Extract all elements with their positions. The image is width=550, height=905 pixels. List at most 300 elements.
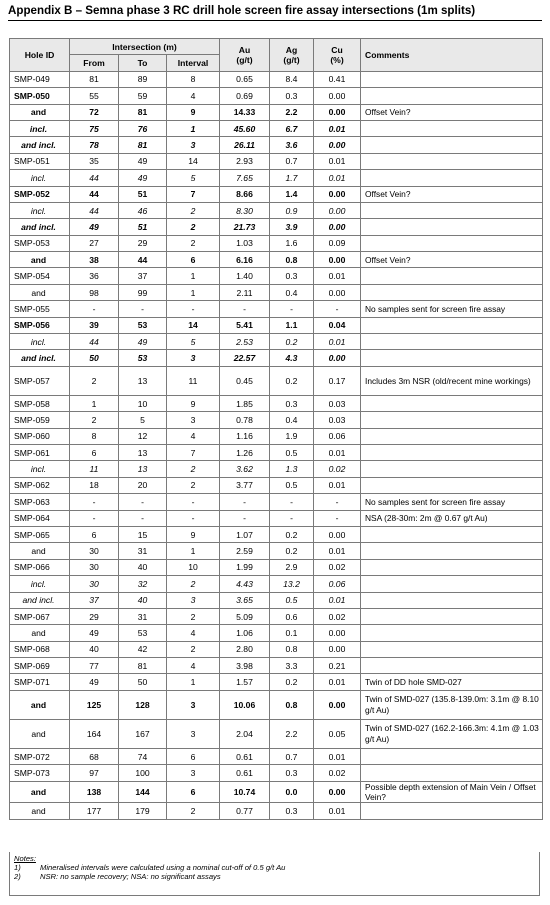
interval-cell: 7 <box>167 186 220 202</box>
hole-id-cell: and incl. <box>10 219 70 235</box>
hole-id-cell: SMP-060 <box>10 428 70 444</box>
ag-cell: 0.2 <box>270 526 314 542</box>
header-ag-unit: (g/t) <box>283 54 300 65</box>
ag-cell: 3.6 <box>270 137 314 153</box>
header-ag-label: Ag <box>285 44 298 55</box>
from-cell: 49 <box>70 674 119 690</box>
to-cell: 13 <box>119 366 167 395</box>
cu-cell: 0.00 <box>314 137 361 153</box>
hole-id-cell: incl. <box>10 120 70 136</box>
interval-cell: 3 <box>167 765 220 781</box>
ag-cell: 0.2 <box>270 366 314 395</box>
ag-cell: 0.3 <box>270 803 314 819</box>
to-cell: 13 <box>119 444 167 460</box>
comment-cell <box>361 765 543 781</box>
cu-cell: - <box>314 301 361 317</box>
comment-cell <box>361 153 543 169</box>
au-cell: 0.69 <box>220 88 270 104</box>
interval-cell: 2 <box>167 608 220 624</box>
interval-cell: 2 <box>167 477 220 493</box>
to-cell: 59 <box>119 88 167 104</box>
hole-id-cell: incl. <box>10 334 70 350</box>
table-row <box>10 719 543 748</box>
comment-cell <box>361 748 543 764</box>
from-cell: 49 <box>70 625 119 641</box>
interval-cell: 2 <box>167 641 220 657</box>
table-row <box>10 186 543 202</box>
comment-cell <box>361 559 543 575</box>
table-row <box>10 559 543 575</box>
comment-cell: Twin of DD hole SMD-027 <box>361 674 543 690</box>
table-row <box>10 412 543 428</box>
from-cell: 39 <box>70 317 119 333</box>
comment-cell <box>361 658 543 674</box>
au-cell: 8.66 <box>220 186 270 202</box>
hole-id-cell: SMP-058 <box>10 395 70 411</box>
table-row <box>10 252 543 268</box>
ag-cell: 1.9 <box>270 428 314 444</box>
cu-cell: - <box>314 510 361 526</box>
cu-cell: 0.01 <box>314 444 361 460</box>
from-cell: 6 <box>70 526 119 542</box>
comment-cell <box>361 268 543 284</box>
ag-cell: 0.4 <box>270 412 314 428</box>
to-cell: 53 <box>119 350 167 366</box>
table-row <box>10 137 543 153</box>
comment-cell <box>361 477 543 493</box>
au-cell: 2.11 <box>220 284 270 300</box>
au-cell: 1.07 <box>220 526 270 542</box>
table-row <box>10 301 543 317</box>
ag-cell: 2.2 <box>270 719 314 748</box>
ag-cell: 13.2 <box>270 576 314 592</box>
hole-id-cell: SMP-050 <box>10 88 70 104</box>
au-cell: 22.57 <box>220 350 270 366</box>
from-cell: - <box>70 510 119 526</box>
cu-cell: 0.00 <box>314 625 361 641</box>
interval-cell: 3 <box>167 137 220 153</box>
au-cell: 10.74 <box>220 781 270 803</box>
table-row <box>10 510 543 526</box>
table-row <box>10 284 543 300</box>
comment-cell: Possible depth extension of Main Vein / Offset Vein? <box>361 781 543 803</box>
au-cell: 26.11 <box>220 137 270 153</box>
to-cell: 37 <box>119 268 167 284</box>
interval-cell: 2 <box>167 219 220 235</box>
hole-id-cell: incl. <box>10 461 70 477</box>
to-cell: 49 <box>119 153 167 169</box>
to-cell: 29 <box>119 235 167 251</box>
ag-cell: 0.5 <box>270 444 314 460</box>
header-to: To <box>119 55 167 71</box>
cu-cell: 0.05 <box>314 719 361 748</box>
table-row <box>10 543 543 559</box>
au-cell: 45.60 <box>220 120 270 136</box>
interval-cell: 6 <box>167 252 220 268</box>
from-cell: 98 <box>70 284 119 300</box>
ag-cell: 0.2 <box>270 674 314 690</box>
ag-cell: 0.9 <box>270 202 314 218</box>
interval-cell: 3 <box>167 412 220 428</box>
cu-cell: 0.01 <box>314 120 361 136</box>
comment-cell <box>361 88 543 104</box>
ag-cell: 0.2 <box>270 543 314 559</box>
cu-cell: 0.02 <box>314 608 361 624</box>
table-row <box>10 120 543 136</box>
au-cell: 21.73 <box>220 219 270 235</box>
interval-cell: 9 <box>167 104 220 120</box>
cu-cell: 0.01 <box>314 543 361 559</box>
interval-cell: 9 <box>167 526 220 542</box>
ag-cell: 0.7 <box>270 748 314 764</box>
to-cell: 40 <box>119 559 167 575</box>
cu-cell: 0.00 <box>314 219 361 235</box>
note-text: Mineralised intervals were calculated using a nominal cut-off of 0.5 g/t Au <box>40 863 286 872</box>
cu-cell: 0.00 <box>314 690 361 719</box>
table-row <box>10 350 543 366</box>
au-cell: 1.26 <box>220 444 270 460</box>
ag-cell: 8.4 <box>270 71 314 87</box>
comment-cell <box>361 170 543 186</box>
cu-cell: - <box>314 494 361 510</box>
comment-cell <box>361 219 543 235</box>
to-cell: 89 <box>119 71 167 87</box>
interval-cell: - <box>167 510 220 526</box>
au-cell: 1.06 <box>220 625 270 641</box>
interval-cell: 8 <box>167 71 220 87</box>
au-cell: 0.45 <box>220 366 270 395</box>
au-cell: 1.85 <box>220 395 270 411</box>
comment-cell: Twin of SMD-027 (135.8-139.0m: 3.1m @ 8.10 g/t Au) <box>361 690 543 719</box>
au-cell: 1.03 <box>220 235 270 251</box>
interval-cell: 14 <box>167 153 220 169</box>
to-cell: 50 <box>119 674 167 690</box>
hole-id-cell: and <box>10 719 70 748</box>
to-cell: 13 <box>119 461 167 477</box>
hole-id-cell: SMP-059 <box>10 412 70 428</box>
ag-cell: - <box>270 301 314 317</box>
hole-id-cell: SMP-063 <box>10 494 70 510</box>
interval-cell: 4 <box>167 658 220 674</box>
header-cu-unit: (%) <box>330 54 344 65</box>
cu-cell: 0.00 <box>314 88 361 104</box>
cu-cell: 0.02 <box>314 765 361 781</box>
from-cell: 11 <box>70 461 119 477</box>
au-cell: 3.77 <box>220 477 270 493</box>
from-cell: - <box>70 494 119 510</box>
au-cell: 3.62 <box>220 461 270 477</box>
from-cell: 2 <box>70 412 119 428</box>
comment-cell: Twin of SMD-027 (162.2-166.3m: 4.1m @ 1.03 g/t Au) <box>361 719 543 748</box>
from-cell: 44 <box>70 170 119 186</box>
au-cell: 8.30 <box>220 202 270 218</box>
au-cell: 14.33 <box>220 104 270 120</box>
notes-heading: Notes: <box>14 854 36 863</box>
interval-cell: 2 <box>167 235 220 251</box>
interval-cell: 3 <box>167 719 220 748</box>
table-row <box>10 690 543 719</box>
au-cell: - <box>220 301 270 317</box>
header-au-unit: (g/t) <box>236 54 253 65</box>
table-row <box>10 576 543 592</box>
au-cell: 6.16 <box>220 252 270 268</box>
table-row <box>10 592 543 608</box>
from-cell: 30 <box>70 576 119 592</box>
comment-cell <box>361 625 543 641</box>
au-cell: 7.65 <box>220 170 270 186</box>
from-cell: 38 <box>70 252 119 268</box>
header-au <box>220 39 270 72</box>
au-cell: 2.80 <box>220 641 270 657</box>
hole-id-cell: and incl. <box>10 350 70 366</box>
ag-cell: 0.8 <box>270 690 314 719</box>
cu-cell: 0.21 <box>314 658 361 674</box>
hole-id-cell: SMP-062 <box>10 477 70 493</box>
au-cell: 10.06 <box>220 690 270 719</box>
hole-id-cell: and <box>10 104 70 120</box>
cu-cell: 0.00 <box>314 526 361 542</box>
table-row <box>10 235 543 251</box>
ag-cell: 0.7 <box>270 153 314 169</box>
hole-id-cell: and <box>10 625 70 641</box>
to-cell: 42 <box>119 641 167 657</box>
au-cell: 3.98 <box>220 658 270 674</box>
cu-cell: 0.01 <box>314 170 361 186</box>
ag-cell: 1.1 <box>270 317 314 333</box>
ag-cell: 0.5 <box>270 592 314 608</box>
header-from: From <box>70 55 119 71</box>
to-cell: 179 <box>119 803 167 819</box>
hole-id-cell: SMP-056 <box>10 317 70 333</box>
ag-cell: 0.6 <box>270 608 314 624</box>
table-row <box>10 153 543 169</box>
cu-cell: 0.03 <box>314 412 361 428</box>
to-cell: 44 <box>119 252 167 268</box>
ag-cell: 0.2 <box>270 334 314 350</box>
table-row <box>10 477 543 493</box>
to-cell: 5 <box>119 412 167 428</box>
interval-cell: 3 <box>167 592 220 608</box>
hole-id-cell: SMP-073 <box>10 765 70 781</box>
comment-cell: No samples sent for screen fire assay <box>361 301 543 317</box>
comment-cell <box>361 350 543 366</box>
hole-id-cell: and <box>10 690 70 719</box>
to-cell: 100 <box>119 765 167 781</box>
hole-id-cell: incl. <box>10 576 70 592</box>
au-cell: 1.57 <box>220 674 270 690</box>
table-row <box>10 444 543 460</box>
from-cell: 8 <box>70 428 119 444</box>
comment-cell: Offset Vein? <box>361 104 543 120</box>
to-cell: 144 <box>119 781 167 803</box>
cu-cell: 0.00 <box>314 350 361 366</box>
hole-id-cell: and <box>10 803 70 819</box>
hole-id-cell: SMP-051 <box>10 153 70 169</box>
hole-id-cell: and <box>10 284 70 300</box>
ag-cell: 0.8 <box>270 641 314 657</box>
comment-cell <box>361 284 543 300</box>
interval-cell: 10 <box>167 559 220 575</box>
au-cell: 5.41 <box>220 317 270 333</box>
interval-cell: 4 <box>167 625 220 641</box>
table-row <box>10 461 543 477</box>
comment-cell <box>361 543 543 559</box>
ag-cell: 4.3 <box>270 350 314 366</box>
table-row <box>10 334 543 350</box>
from-cell: 6 <box>70 444 119 460</box>
to-cell: 167 <box>119 719 167 748</box>
cu-cell: 0.17 <box>314 366 361 395</box>
cu-cell: 0.01 <box>314 477 361 493</box>
ag-cell: 1.3 <box>270 461 314 477</box>
from-cell: 75 <box>70 120 119 136</box>
au-cell: 0.61 <box>220 765 270 781</box>
hole-id-cell: incl. <box>10 170 70 186</box>
interval-cell: 4 <box>167 428 220 444</box>
table-row <box>10 395 543 411</box>
ag-cell: 0.3 <box>270 395 314 411</box>
cu-cell: 0.03 <box>314 395 361 411</box>
table-row <box>10 88 543 104</box>
hole-id-cell: SMP-057 <box>10 366 70 395</box>
comment-cell <box>361 334 543 350</box>
comment-cell: Offset Vein? <box>361 186 543 202</box>
ag-cell: 0.3 <box>270 765 314 781</box>
to-cell: 76 <box>119 120 167 136</box>
au-cell: 0.77 <box>220 803 270 819</box>
table-row <box>10 608 543 624</box>
header-au-label: Au <box>238 44 251 55</box>
cu-cell: 0.00 <box>314 252 361 268</box>
to-cell: 12 <box>119 428 167 444</box>
from-cell: 36 <box>70 268 119 284</box>
table-row <box>10 317 543 333</box>
table-row <box>10 641 543 657</box>
au-cell: 0.65 <box>220 71 270 87</box>
cu-cell: 0.01 <box>314 334 361 350</box>
to-cell: 40 <box>119 592 167 608</box>
to-cell: - <box>119 301 167 317</box>
hole-id-cell: SMP-065 <box>10 526 70 542</box>
to-cell: 15 <box>119 526 167 542</box>
to-cell: 31 <box>119 608 167 624</box>
hole-id-cell: SMP-067 <box>10 608 70 624</box>
from-cell: 1 <box>70 395 119 411</box>
hole-id-cell: and <box>10 252 70 268</box>
to-cell: 49 <box>119 334 167 350</box>
table-row <box>10 104 543 120</box>
hole-id-cell: and <box>10 781 70 803</box>
ag-cell: - <box>270 494 314 510</box>
ag-cell: 1.7 <box>270 170 314 186</box>
from-cell: 68 <box>70 748 119 764</box>
from-cell: 164 <box>70 719 119 748</box>
interval-cell: 9 <box>167 395 220 411</box>
table-row <box>10 268 543 284</box>
hole-id-cell: SMP-071 <box>10 674 70 690</box>
cu-cell: 0.02 <box>314 461 361 477</box>
cu-cell: 0.09 <box>314 235 361 251</box>
interval-cell: 3 <box>167 350 220 366</box>
to-cell: 53 <box>119 625 167 641</box>
ag-cell: 0.3 <box>270 88 314 104</box>
interval-cell: 1 <box>167 268 220 284</box>
interval-cell: 2 <box>167 461 220 477</box>
comment-cell: Offset Vein? <box>361 252 543 268</box>
to-cell: 128 <box>119 690 167 719</box>
table-row <box>10 803 543 819</box>
note-text: NSR: no sample recovery; NSA: no significant assays <box>40 872 221 881</box>
cu-cell: 0.01 <box>314 592 361 608</box>
interval-cell: - <box>167 494 220 510</box>
note-number: 2) <box>14 872 21 881</box>
to-cell: 81 <box>119 658 167 674</box>
ag-cell: 0.0 <box>270 781 314 803</box>
cu-cell: 0.00 <box>314 641 361 657</box>
table-row <box>10 219 543 235</box>
table-row <box>10 494 543 510</box>
to-cell: 99 <box>119 284 167 300</box>
comment-cell <box>361 395 543 411</box>
au-cell: 2.93 <box>220 153 270 169</box>
hole-id-cell: incl. <box>10 202 70 218</box>
au-cell: 2.59 <box>220 543 270 559</box>
to-cell: 81 <box>119 104 167 120</box>
interval-cell: 2 <box>167 803 220 819</box>
from-cell: 81 <box>70 71 119 87</box>
from-cell: 27 <box>70 235 119 251</box>
note-number: 1) <box>14 863 21 872</box>
ag-cell: 0.1 <box>270 625 314 641</box>
from-cell: 55 <box>70 88 119 104</box>
table-row <box>10 428 543 444</box>
from-cell: 50 <box>70 350 119 366</box>
page-title: Appendix B – Semna phase 3 RC drill hole screen fire assay intersections (1m splits) <box>8 4 542 21</box>
table-body <box>10 71 543 819</box>
hole-id-cell: SMP-053 <box>10 235 70 251</box>
cu-cell: 0.04 <box>314 317 361 333</box>
hole-id-cell: SMP-055 <box>10 301 70 317</box>
comment-cell <box>361 412 543 428</box>
cu-cell: 0.00 <box>314 202 361 218</box>
from-cell: 78 <box>70 137 119 153</box>
to-cell: 51 <box>119 186 167 202</box>
cu-cell: 0.01 <box>314 803 361 819</box>
from-cell: 97 <box>70 765 119 781</box>
comment-cell <box>361 526 543 542</box>
comment-cell <box>361 137 543 153</box>
interval-cell: 2 <box>167 576 220 592</box>
from-cell: 138 <box>70 781 119 803</box>
from-cell: 2 <box>70 366 119 395</box>
interval-cell: 1 <box>167 543 220 559</box>
table-row <box>10 71 543 87</box>
to-cell: 31 <box>119 543 167 559</box>
au-cell: 0.78 <box>220 412 270 428</box>
cu-cell: 0.06 <box>314 576 361 592</box>
header-cu-label: Cu <box>331 44 343 55</box>
to-cell: 10 <box>119 395 167 411</box>
ag-cell: 3.3 <box>270 658 314 674</box>
hole-id-cell: SMP-068 <box>10 641 70 657</box>
table-row <box>10 170 543 186</box>
ag-cell: 1.4 <box>270 186 314 202</box>
assay-table <box>9 38 543 820</box>
cu-cell: 0.01 <box>314 268 361 284</box>
ag-cell: 1.6 <box>270 235 314 251</box>
cu-cell: 0.00 <box>314 781 361 803</box>
from-cell: 44 <box>70 186 119 202</box>
